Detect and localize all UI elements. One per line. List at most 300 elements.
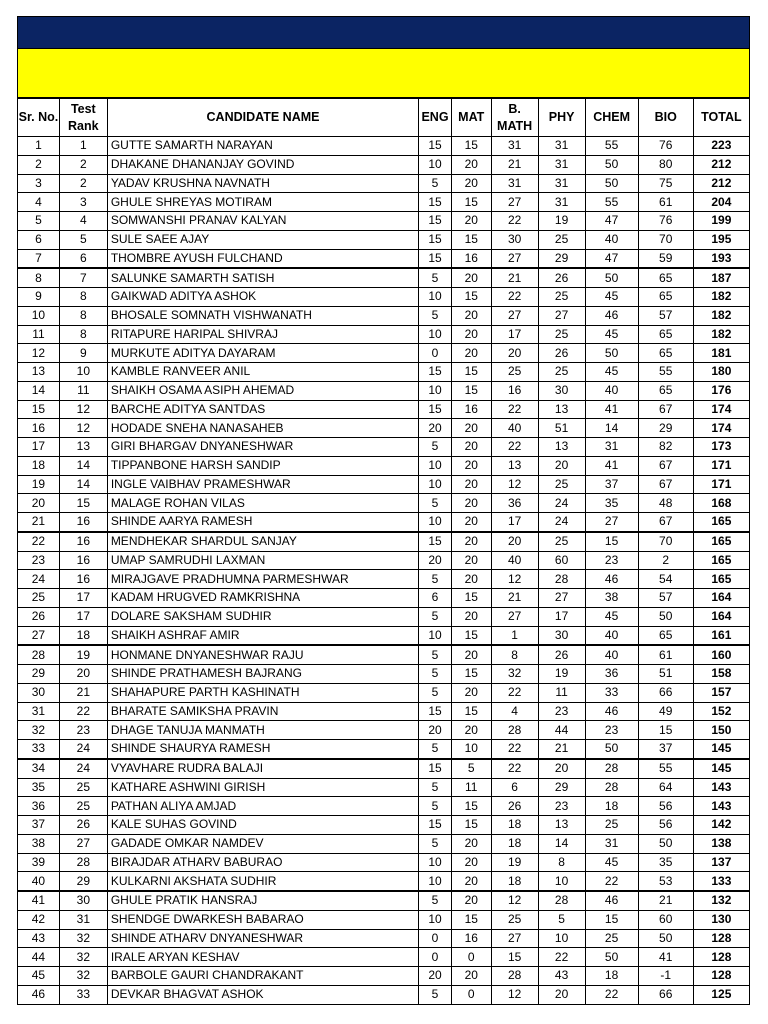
phy-score-cell: 43: [538, 967, 585, 986]
table-row: [18, 702, 750, 721]
test-rank-cell: 16: [59, 532, 107, 551]
test-rank-cell: 16: [59, 513, 107, 532]
eng-score-cell: 10: [419, 513, 452, 532]
b-math-score-cell: 27: [491, 607, 538, 626]
b-math-score-cell: 28: [491, 721, 538, 740]
mat-score-cell: 20: [451, 155, 491, 174]
test-rank-cell: 32: [59, 948, 107, 967]
mat-score-cell: 10: [451, 740, 491, 759]
chem-score-cell: 47: [585, 249, 638, 268]
sr-no-cell: 43: [18, 929, 60, 948]
table-row: [18, 797, 750, 816]
b-math-score-cell: 22: [491, 438, 538, 457]
table-row: [18, 381, 750, 400]
test-rank-cell: 22: [59, 702, 107, 721]
eng-score-cell: 5: [419, 740, 452, 759]
table-row: [18, 759, 750, 778]
mat-score-cell: 0: [451, 985, 491, 1004]
candidate-name-cell: RITAPURE HARIPAL SHIVRAJ: [107, 325, 418, 344]
mat-score-cell: 20: [451, 174, 491, 193]
chem-score-cell: 45: [585, 363, 638, 382]
bio-score-cell: 61: [638, 645, 693, 664]
candidate-name-cell: GAIKWAD ADITYA ASHOK: [107, 288, 418, 307]
eng-score-cell: 6: [419, 589, 452, 608]
sr-no-cell: 28: [18, 645, 60, 664]
eng-score-cell: 20: [419, 551, 452, 570]
b-math-score-cell: 22: [491, 400, 538, 419]
candidate-name-cell: MALAGE ROHAN VILAS: [107, 494, 418, 513]
col-header-chem: CHEM: [585, 99, 638, 137]
candidate-name-cell: SHAHAPURE PARTH KASHINATH: [107, 683, 418, 702]
phy-score-cell: 51: [538, 419, 585, 438]
chem-score-cell: 37: [585, 475, 638, 494]
chem-score-cell: 45: [585, 607, 638, 626]
phy-score-cell: 10: [538, 872, 585, 891]
bio-score-cell: 51: [638, 665, 693, 684]
total-score-cell: 164: [693, 589, 749, 608]
chem-score-cell: 40: [585, 381, 638, 400]
total-score-cell: 161: [693, 626, 749, 645]
col-header-sr-no: Sr. No.: [18, 99, 60, 137]
mat-score-cell: 20: [451, 513, 491, 532]
test-rank-cell: 25: [59, 778, 107, 797]
eng-score-cell: 5: [419, 665, 452, 684]
candidate-name-cell: SHINDE ATHARV DNYANESHWAR: [107, 929, 418, 948]
mat-score-cell: 15: [451, 626, 491, 645]
mat-score-cell: 15: [451, 702, 491, 721]
chem-score-cell: 27: [585, 513, 638, 532]
eng-score-cell: 5: [419, 834, 452, 853]
total-score-cell: 168: [693, 494, 749, 513]
sr-no-cell: 15: [18, 400, 60, 419]
phy-score-cell: 44: [538, 721, 585, 740]
phy-score-cell: 17: [538, 607, 585, 626]
candidate-name-cell: BARCHE ADITYA SANTDAS: [107, 400, 418, 419]
eng-score-cell: 5: [419, 494, 452, 513]
eng-score-cell: 10: [419, 475, 452, 494]
bio-score-cell: 76: [638, 212, 693, 231]
candidate-name-cell: HONMANE DNYANESHWAR RAJU: [107, 645, 418, 664]
chem-score-cell: 50: [585, 740, 638, 759]
mat-score-cell: 11: [451, 778, 491, 797]
eng-score-cell: 10: [419, 155, 452, 174]
b-math-score-cell: 30: [491, 230, 538, 249]
bio-score-cell: 67: [638, 400, 693, 419]
eng-score-cell: 15: [419, 363, 452, 382]
sr-no-cell: 42: [18, 910, 60, 929]
test-rank-cell: 27: [59, 834, 107, 853]
total-score-cell: 176: [693, 381, 749, 400]
bio-score-cell: 50: [638, 834, 693, 853]
table-row: [18, 626, 750, 645]
bio-score-cell: -1: [638, 967, 693, 986]
b-math-score-cell: 28: [491, 967, 538, 986]
mat-score-cell: 16: [451, 929, 491, 948]
phy-score-cell: 20: [538, 985, 585, 1004]
mat-score-cell: 20: [451, 607, 491, 626]
bio-score-cell: 65: [638, 325, 693, 344]
sr-no-cell: 8: [18, 268, 60, 287]
total-score-cell: 152: [693, 702, 749, 721]
phy-score-cell: 11: [538, 683, 585, 702]
sr-no-cell: 17: [18, 438, 60, 457]
phy-score-cell: 20: [538, 456, 585, 475]
col-header-mat: MAT: [451, 99, 491, 137]
b-math-score-cell: 17: [491, 325, 538, 344]
candidate-name-cell: GIRI BHARGAV DNYANESHWAR: [107, 438, 418, 457]
candidate-name-cell: MIRAJGAVE PRADHUMNA PARMESHWAR: [107, 570, 418, 589]
sr-no-cell: 18: [18, 456, 60, 475]
mat-score-cell: 20: [451, 683, 491, 702]
bio-score-cell: 15: [638, 721, 693, 740]
test-rank-cell: 14: [59, 456, 107, 475]
candidate-name-cell: GADADE OMKAR NAMDEV: [107, 834, 418, 853]
table-row: [18, 778, 750, 797]
table-row: [18, 551, 750, 570]
bio-score-cell: 2: [638, 551, 693, 570]
b-math-score-cell: 25: [491, 910, 538, 929]
chem-score-cell: 23: [585, 721, 638, 740]
candidate-name-cell: MENDHEKAR SHARDUL SANJAY: [107, 532, 418, 551]
b-math-score-cell: 21: [491, 589, 538, 608]
chem-score-cell: 31: [585, 438, 638, 457]
table-row: [18, 400, 750, 419]
eng-score-cell: 15: [419, 816, 452, 835]
b-math-score-cell: 12: [491, 475, 538, 494]
total-score-cell: 133: [693, 872, 749, 891]
test-rank-cell: 16: [59, 570, 107, 589]
bio-score-cell: 57: [638, 589, 693, 608]
header-navy-band: [17, 16, 750, 48]
mat-score-cell: 20: [451, 456, 491, 475]
eng-score-cell: 10: [419, 381, 452, 400]
bio-score-cell: 35: [638, 853, 693, 872]
total-score-cell: 132: [693, 891, 749, 910]
test-rank-cell: 12: [59, 400, 107, 419]
chem-score-cell: 22: [585, 872, 638, 891]
b-math-score-cell: 18: [491, 872, 538, 891]
eng-score-cell: 0: [419, 948, 452, 967]
bio-score-cell: 56: [638, 816, 693, 835]
bio-score-cell: 61: [638, 193, 693, 212]
bio-score-cell: 60: [638, 910, 693, 929]
eng-score-cell: 5: [419, 570, 452, 589]
mat-score-cell: 0: [451, 948, 491, 967]
total-score-cell: 125: [693, 985, 749, 1004]
total-score-cell: 143: [693, 778, 749, 797]
chem-score-cell: 15: [585, 910, 638, 929]
phy-score-cell: 25: [538, 475, 585, 494]
candidate-name-cell: DEVKAR BHAGVAT ASHOK: [107, 985, 418, 1004]
phy-score-cell: 10: [538, 929, 585, 948]
test-rank-cell: 21: [59, 683, 107, 702]
table-row: [18, 513, 750, 532]
test-rank-cell: 24: [59, 740, 107, 759]
candidate-name-cell: KATHARE ASHWINI GIRISH: [107, 778, 418, 797]
eng-score-cell: 5: [419, 778, 452, 797]
table-row: [18, 721, 750, 740]
eng-score-cell: 5: [419, 306, 452, 325]
chem-score-cell: 22: [585, 985, 638, 1004]
b-math-score-cell: 20: [491, 532, 538, 551]
chem-score-cell: 15: [585, 532, 638, 551]
mat-score-cell: 5: [451, 759, 491, 778]
bio-score-cell: 49: [638, 702, 693, 721]
test-rank-cell: 8: [59, 325, 107, 344]
mat-score-cell: 15: [451, 363, 491, 382]
mat-score-cell: 20: [451, 344, 491, 363]
table-row: [18, 816, 750, 835]
b-math-score-cell: 27: [491, 306, 538, 325]
eng-score-cell: 15: [419, 249, 452, 268]
chem-score-cell: 31: [585, 834, 638, 853]
candidate-name-cell: BARBOLE GAURI CHANDRAKANT: [107, 967, 418, 986]
sr-no-cell: 3: [18, 174, 60, 193]
test-rank-cell: 3: [59, 193, 107, 212]
total-score-cell: 150: [693, 721, 749, 740]
sr-no-cell: 39: [18, 853, 60, 872]
test-rank-cell: 25: [59, 797, 107, 816]
total-score-cell: 199: [693, 212, 749, 231]
phy-score-cell: 19: [538, 665, 585, 684]
bio-score-cell: 57: [638, 306, 693, 325]
bio-score-cell: 65: [638, 268, 693, 287]
mat-score-cell: 16: [451, 400, 491, 419]
eng-score-cell: 5: [419, 174, 452, 193]
phy-score-cell: 13: [538, 816, 585, 835]
table-row: [18, 853, 750, 872]
phy-score-cell: 25: [538, 363, 585, 382]
total-score-cell: 138: [693, 834, 749, 853]
bio-score-cell: 67: [638, 513, 693, 532]
eng-score-cell: 5: [419, 891, 452, 910]
b-math-score-cell: 13: [491, 456, 538, 475]
table-row: [18, 494, 750, 513]
table-row: [18, 456, 750, 475]
test-rank-cell: 7: [59, 268, 107, 287]
b-math-score-cell: 27: [491, 193, 538, 212]
chem-score-cell: 41: [585, 400, 638, 419]
eng-score-cell: 5: [419, 645, 452, 664]
b-math-score-cell: 22: [491, 740, 538, 759]
candidate-name-cell: HODADE SNEHA NANASAHEB: [107, 419, 418, 438]
sr-no-cell: 14: [18, 381, 60, 400]
eng-score-cell: 5: [419, 607, 452, 626]
candidate-name-cell: KAMBLE RANVEER ANIL: [107, 363, 418, 382]
sr-no-cell: 1: [18, 137, 60, 156]
table-row: [18, 475, 750, 494]
b-math-score-cell: 26: [491, 797, 538, 816]
test-rank-cell: 32: [59, 967, 107, 986]
table-row: [18, 325, 750, 344]
total-score-cell: 182: [693, 306, 749, 325]
sr-no-cell: 4: [18, 193, 60, 212]
candidate-name-cell: SHAIKH OSAMA ASIPH AHEMAD: [107, 381, 418, 400]
chem-score-cell: 23: [585, 551, 638, 570]
sr-no-cell: 30: [18, 683, 60, 702]
test-rank-cell: 2: [59, 155, 107, 174]
b-math-score-cell: 22: [491, 759, 538, 778]
chem-score-cell: 35: [585, 494, 638, 513]
table-row: [18, 948, 750, 967]
sr-no-cell: 29: [18, 665, 60, 684]
mat-score-cell: 15: [451, 910, 491, 929]
b-math-score-cell: 36: [491, 494, 538, 513]
sr-no-cell: 9: [18, 288, 60, 307]
table-row: [18, 174, 750, 193]
total-score-cell: 171: [693, 475, 749, 494]
mat-score-cell: 15: [451, 797, 491, 816]
col-header-test-rank: Test Rank: [59, 99, 107, 137]
table-row: [18, 683, 750, 702]
b-math-score-cell: 17: [491, 513, 538, 532]
eng-score-cell: 10: [419, 626, 452, 645]
test-rank-cell: 30: [59, 891, 107, 910]
candidate-name-cell: YADAV KRUSHNA NAVNATH: [107, 174, 418, 193]
total-score-cell: 165: [693, 532, 749, 551]
phy-score-cell: 28: [538, 891, 585, 910]
test-rank-cell: 2: [59, 174, 107, 193]
candidate-name-cell: KALE SUHAS GOVIND: [107, 816, 418, 835]
table-row: [18, 438, 750, 457]
candidate-name-cell: THOMBRE AYUSH FULCHAND: [107, 249, 418, 268]
candidate-name-cell: DOLARE SAKSHAM SUDHIR: [107, 607, 418, 626]
table-row: [18, 419, 750, 438]
sr-no-cell: 22: [18, 532, 60, 551]
table-row: [18, 891, 750, 910]
sr-no-cell: 31: [18, 702, 60, 721]
candidate-name-cell: INGLE VAIBHAV PRAMESHWAR: [107, 475, 418, 494]
eng-score-cell: 10: [419, 910, 452, 929]
candidate-name-cell: SHENDGE DWARKESH BABARAO: [107, 910, 418, 929]
bio-score-cell: 66: [638, 683, 693, 702]
col-header-b-math: B. MATH: [491, 99, 538, 137]
b-math-score-cell: 1: [491, 626, 538, 645]
phy-score-cell: 14: [538, 834, 585, 853]
sr-no-cell: 7: [18, 249, 60, 268]
table-row: [18, 740, 750, 759]
table-row: [18, 910, 750, 929]
eng-score-cell: 15: [419, 759, 452, 778]
chem-score-cell: 40: [585, 230, 638, 249]
total-score-cell: 212: [693, 155, 749, 174]
chem-score-cell: 55: [585, 193, 638, 212]
chem-score-cell: 45: [585, 853, 638, 872]
total-score-cell: 128: [693, 948, 749, 967]
candidate-name-cell: UMAP SAMRUDHI LAXMAN: [107, 551, 418, 570]
candidate-name-cell: DHAGE TANUJA MANMATH: [107, 721, 418, 740]
eng-score-cell: 5: [419, 683, 452, 702]
table-row: [18, 532, 750, 551]
eng-score-cell: 20: [419, 967, 452, 986]
total-score-cell: 128: [693, 967, 749, 986]
candidate-name-cell: PATHAN ALIYA AMJAD: [107, 797, 418, 816]
sr-no-cell: 35: [18, 778, 60, 797]
total-score-cell: 195: [693, 230, 749, 249]
result-sheet: [17, 16, 750, 1005]
eng-score-cell: 5: [419, 438, 452, 457]
b-math-score-cell: 21: [491, 268, 538, 287]
candidate-name-cell: GHULE SHREYAS MOTIRAM: [107, 193, 418, 212]
table-row: [18, 249, 750, 268]
b-math-score-cell: 8: [491, 645, 538, 664]
total-score-cell: 182: [693, 288, 749, 307]
bio-score-cell: 67: [638, 456, 693, 475]
b-math-score-cell: 4: [491, 702, 538, 721]
test-rank-cell: 10: [59, 363, 107, 382]
table-row: [18, 929, 750, 948]
table-row: [18, 137, 750, 156]
bio-score-cell: 82: [638, 438, 693, 457]
b-math-score-cell: 12: [491, 985, 538, 1004]
bio-score-cell: 67: [638, 475, 693, 494]
table-body: [18, 137, 750, 1005]
total-score-cell: 180: [693, 363, 749, 382]
b-math-score-cell: 18: [491, 834, 538, 853]
b-math-score-cell: 31: [491, 137, 538, 156]
eng-score-cell: 15: [419, 137, 452, 156]
bio-score-cell: 50: [638, 607, 693, 626]
mat-score-cell: 20: [451, 834, 491, 853]
sr-no-cell: 38: [18, 834, 60, 853]
eng-score-cell: 10: [419, 456, 452, 475]
total-score-cell: 164: [693, 607, 749, 626]
eng-score-cell: 20: [419, 721, 452, 740]
bio-score-cell: 56: [638, 797, 693, 816]
table-row: [18, 967, 750, 986]
mat-score-cell: 15: [451, 816, 491, 835]
mat-score-cell: 15: [451, 665, 491, 684]
phy-score-cell: 13: [538, 438, 585, 457]
table-row: [18, 344, 750, 363]
phy-score-cell: 31: [538, 155, 585, 174]
b-math-score-cell: 12: [491, 570, 538, 589]
phy-score-cell: 30: [538, 381, 585, 400]
b-math-score-cell: 6: [491, 778, 538, 797]
mat-score-cell: 20: [451, 551, 491, 570]
col-header-bio: BIO: [638, 99, 693, 137]
candidate-name-cell: DHAKANE DHANANJAY GOVIND: [107, 155, 418, 174]
test-rank-cell: 13: [59, 438, 107, 457]
candidate-name-cell: BIRAJDAR ATHARV BABURAO: [107, 853, 418, 872]
phy-score-cell: 27: [538, 306, 585, 325]
table-row: [18, 306, 750, 325]
mat-score-cell: 20: [451, 475, 491, 494]
phy-score-cell: 25: [538, 288, 585, 307]
test-rank-cell: 8: [59, 288, 107, 307]
sr-no-cell: 6: [18, 230, 60, 249]
candidate-name-cell: MURKUTE ADITYA DAYARAM: [107, 344, 418, 363]
bio-score-cell: 37: [638, 740, 693, 759]
total-score-cell: 157: [693, 683, 749, 702]
sr-no-cell: 45: [18, 967, 60, 986]
b-math-score-cell: 40: [491, 419, 538, 438]
test-rank-cell: 6: [59, 249, 107, 268]
total-score-cell: 174: [693, 419, 749, 438]
test-rank-cell: 14: [59, 475, 107, 494]
total-score-cell: 223: [693, 137, 749, 156]
bio-score-cell: 41: [638, 948, 693, 967]
candidate-name-cell: IRALE ARYAN KESHAV: [107, 948, 418, 967]
b-math-score-cell: 15: [491, 948, 538, 967]
total-score-cell: 137: [693, 853, 749, 872]
eng-score-cell: 15: [419, 532, 452, 551]
sr-no-cell: 2: [18, 155, 60, 174]
b-math-score-cell: 20: [491, 344, 538, 363]
test-rank-cell: 18: [59, 626, 107, 645]
table-row: [18, 985, 750, 1004]
sr-no-cell: 25: [18, 589, 60, 608]
